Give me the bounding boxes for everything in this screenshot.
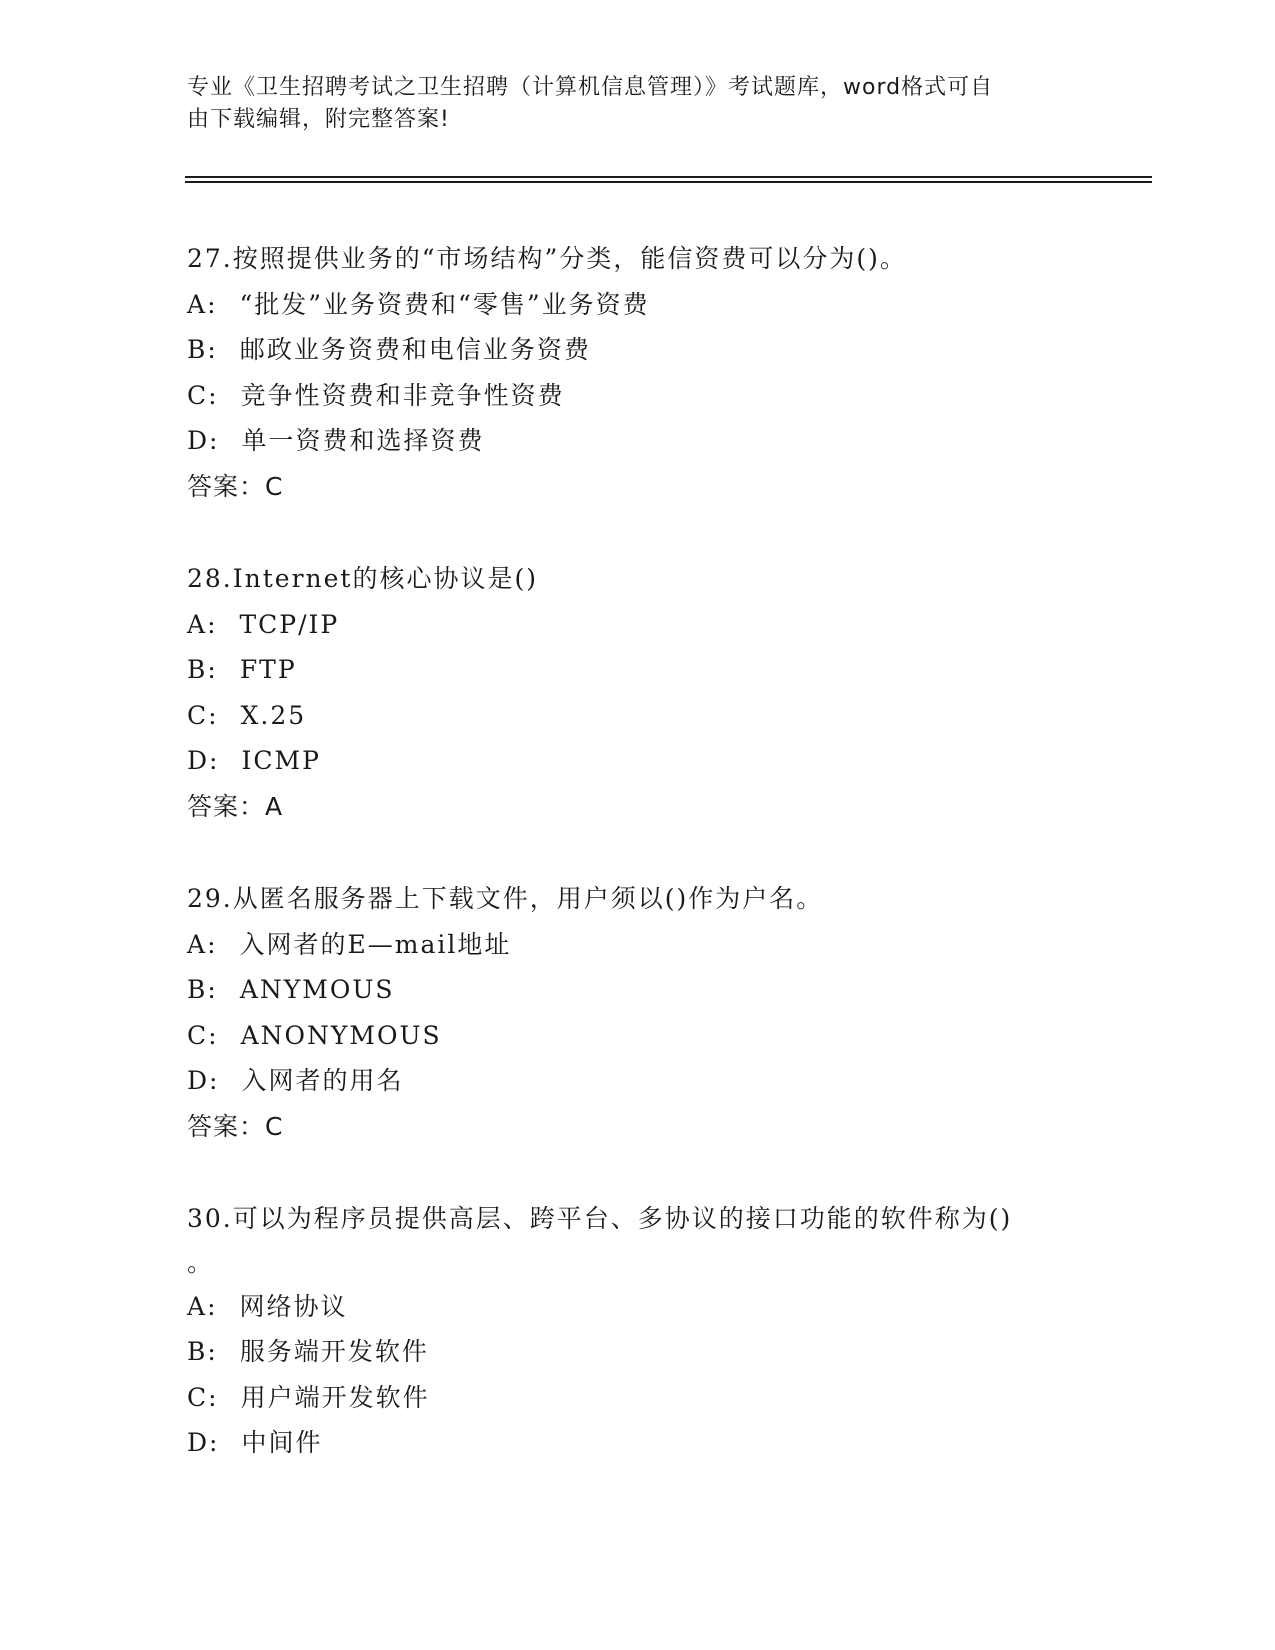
- option-d: D: 单一资费和选择资费: [187, 418, 1087, 464]
- option-letter: D: [187, 1066, 210, 1095]
- option-letter: A: [187, 609, 208, 639]
- option-text: 服务端开发软件: [239, 1337, 429, 1366]
- option-text: 单一资费和选择资费: [241, 426, 485, 455]
- question-list: [187, 236, 1087, 1513]
- option-letter: B: [187, 1337, 208, 1366]
- header-line-2: 由下载编辑，附完整答案!: [187, 107, 450, 132]
- option-text: 邮政业务资费和电信业务资费: [239, 335, 591, 364]
- question-27: [187, 236, 1087, 509]
- option-a: A: 入网者的E—mail地址: [187, 922, 1087, 968]
- header-divider-top: [185, 176, 1152, 178]
- answer-line: 答案：C: [187, 1111, 284, 1141]
- option-letter: D: [187, 746, 210, 775]
- header-divider-bottom: [185, 181, 1152, 183]
- option-letter: D: [187, 426, 210, 455]
- option-c: C: 竞争性资费和非竞争性资费: [187, 373, 1087, 419]
- header-line-1: 专业《卫生招聘考试之卫生招聘（计算机信息管理）》考试题库，word格式可自: [187, 75, 994, 100]
- option-letter: A: [187, 289, 208, 319]
- option-b: B: 服务端开发软件: [187, 1329, 1087, 1375]
- question-text: 27.按照提供业务的“市场结构”分类，能信资费可以分为()。: [187, 244, 907, 273]
- option-text: TCP/IP: [239, 609, 340, 639]
- answer-line: 答案：A: [187, 791, 284, 821]
- option-text: X.25: [240, 700, 307, 730]
- option-c: C: X.25: [187, 693, 1087, 739]
- option-d: D: 中间件: [187, 1420, 1087, 1466]
- question-30: [187, 1196, 1087, 1466]
- option-text: 用户端开发软件: [240, 1382, 430, 1412]
- option-letter: C: [187, 1382, 209, 1412]
- option-d: D: ICMP: [187, 738, 1087, 784]
- option-c: C: ANONYMOUS: [187, 1013, 1087, 1059]
- option-letter: A: [187, 929, 208, 959]
- option-text: FTP: [239, 655, 297, 684]
- option-letter: D: [187, 1428, 210, 1457]
- question-28: [187, 556, 1087, 829]
- option-text: 竞争性资费和非竞争性资费: [240, 380, 565, 410]
- option-letter: B: [187, 655, 208, 684]
- option-text: 网络协议: [239, 1291, 348, 1321]
- option-letter: B: [187, 975, 208, 1004]
- option-letter: B: [187, 335, 208, 364]
- answer-line: 答案：C: [187, 471, 284, 501]
- question-text: 30.可以为程序员提供高层、跨平台、多协议的接口功能的软件称为(): [187, 1204, 1013, 1233]
- option-text: 中间件: [241, 1428, 323, 1457]
- option-b: B: FTP: [187, 647, 1087, 693]
- option-a: A: TCP/IP: [187, 602, 1087, 648]
- question-text-continued: 。: [187, 1247, 215, 1277]
- question-29: [187, 876, 1087, 1149]
- question-text: 28.Internet的核心协议是(): [187, 564, 538, 593]
- option-text: 入网者的用名: [241, 1066, 404, 1095]
- option-b: B: 邮政业务资费和电信业务资费: [187, 327, 1087, 373]
- option-letter: A: [187, 1291, 208, 1321]
- option-c: C: 用户端开发软件: [187, 1375, 1087, 1421]
- option-letter: C: [187, 1020, 209, 1050]
- option-a: A: “批发”业务资费和“零售”业务资费: [187, 282, 1087, 328]
- option-b: B: ANYMOUS: [187, 967, 1087, 1013]
- option-text: ICMP: [241, 746, 321, 775]
- document-header: [187, 72, 1067, 136]
- question-text: 29.从匿名服务器上下载文件，用户须以()作为户名。: [187, 884, 824, 913]
- option-d: D: 入网者的用名: [187, 1058, 1087, 1104]
- option-letter: C: [187, 700, 209, 730]
- option-letter: C: [187, 380, 209, 410]
- option-a: A: 网络协议: [187, 1284, 1087, 1330]
- option-text: ANONYMOUS: [240, 1020, 442, 1050]
- option-text: ANYMOUS: [239, 975, 395, 1004]
- option-text: 入网者的E—mail地址: [239, 929, 512, 959]
- option-text: “批发”业务资费和“零售”业务资费: [239, 289, 650, 319]
